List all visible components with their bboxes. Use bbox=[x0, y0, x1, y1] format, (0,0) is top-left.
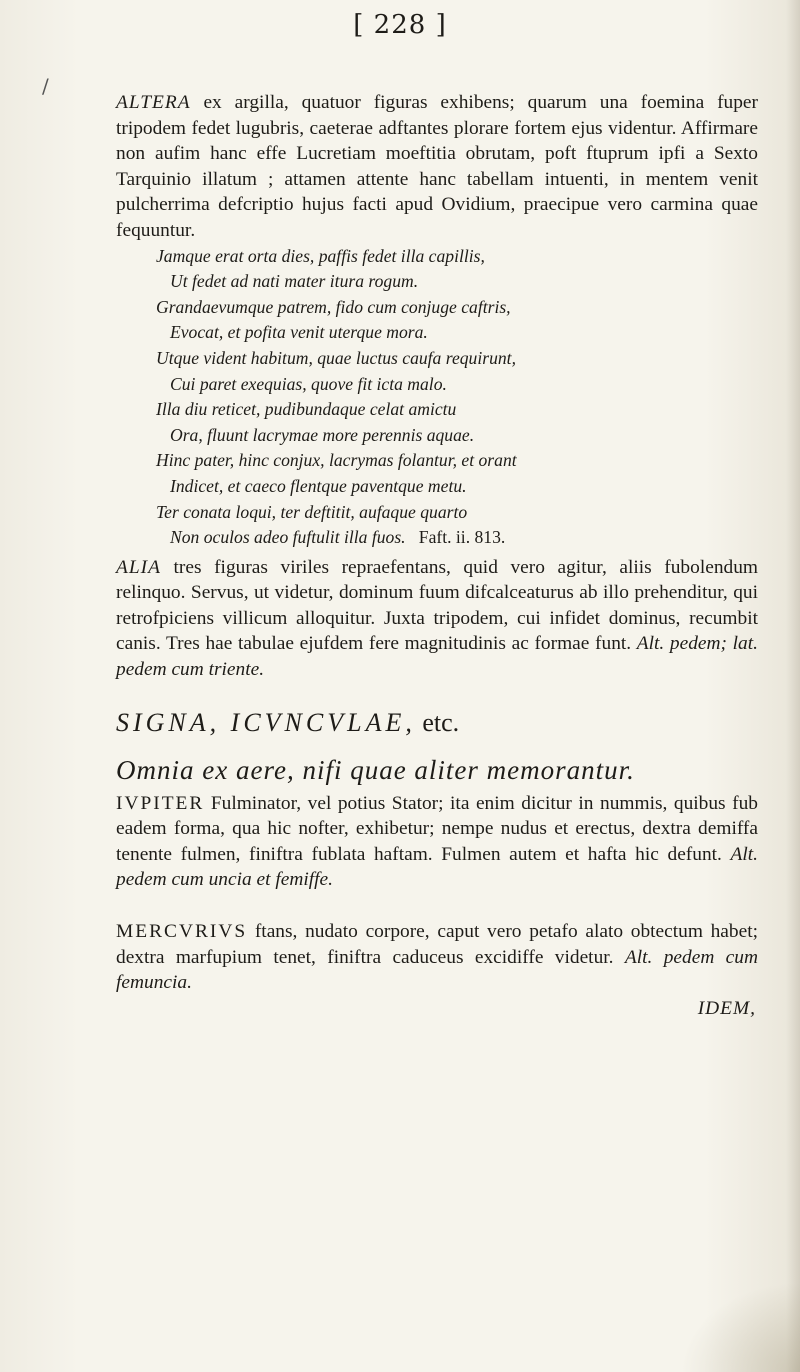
page-edge-shadow bbox=[786, 0, 800, 1372]
paragraph-lead: MERCVRIVS bbox=[116, 921, 248, 943]
paragraph-lead: IVPITER bbox=[116, 792, 205, 814]
paragraph-iupiter bbox=[116, 791, 758, 893]
paragraph-body: ex argilla, quatuor figuras exhibens; quarum una foemina fuper tripodem fedet lugubris, caeterae adftantes plorare fortem ejus videntur. Affirmare non aufim hanc effe Lucretiam moeftitia obrutam, poft ftuprum ipfi a Sexto Tarquinio illatum ; attamen attente hanc tabellam intuenti, in mentem venit pulcherrima defcriptio hujus facti apud Ovidium, praecipue vero carmina quae fequuntur. bbox=[116, 92, 758, 241]
verse-line: Utque vident habitum, quae luctus caufa requirunt, bbox=[156, 347, 516, 368]
paragraph-alia bbox=[116, 555, 758, 683]
section-heading bbox=[116, 707, 758, 739]
paragraph-lead: ALTERA bbox=[116, 92, 191, 113]
catchword: IDEM, bbox=[697, 997, 756, 1019]
paragraph-altera bbox=[116, 90, 758, 244]
section-heading-caps: SIGNA, ICVNCVLAE, bbox=[116, 707, 416, 737]
verse-quotation bbox=[156, 244, 758, 551]
page-stain bbox=[680, 1282, 800, 1372]
verse-line: Ora, fluunt lacrymae more perennis aquae. bbox=[170, 424, 475, 445]
verse-line: Indicet, et caeco flentque paventque metu. bbox=[170, 475, 467, 496]
paragraph-body: Fulminator, vel potius Stator; ita enim dicitur in nummis, quibus fub eadem forma, qua hic nofter, exhibetur; nempe nudus et erectus, dextra demiffa tenente fulmen, finiftra fublata haftam. Fulmen autem et hafta hic defunt. bbox=[116, 792, 758, 865]
section-heading-etc: etc. bbox=[422, 707, 460, 737]
dimensions: Alt. pedem cum femuncia. bbox=[116, 946, 758, 994]
verse-line: Ter conata loqui, ter deftitit, aufaque quarto bbox=[156, 501, 468, 522]
dimensions: Alt. pedem; lat. pedem cum triente. bbox=[116, 633, 758, 681]
paragraph-body: ftans, nudato corpore, caput vero petafo alato obtectum habet; dextra marfupium tenet, finiftra caduceus excidiffe videtur. bbox=[116, 921, 758, 968]
verse-reference: Faft. ii. 813. bbox=[418, 527, 506, 548]
page-number: [ 228 ] bbox=[353, 10, 447, 40]
paragraph-body: tres figuras viriles repraefentans, quid vero agitur, aliis fubolendum relinquo. Servus, ut videtur, dominum fuum difcalceaturus ab illo prehenditur, qui retrofpiciens villicum alloquitur. Juxta tripodem, cui infidet dominus, recumbit canis. Tres hae tabulae ejufdem fere magnitudinis ac formae funt. bbox=[116, 556, 758, 655]
verse-line: Evocat, et pofita venit uterque mora. bbox=[170, 322, 428, 343]
verse-line: Illa diu reticet, pudibundaque celat amictu bbox=[156, 399, 457, 420]
verse-line: Hinc pater, hinc conjux, lacrymas folantur, et orant bbox=[156, 450, 517, 471]
dimensions: Alt. pedem cum uncia et femiffe. bbox=[116, 843, 758, 891]
verse-line: Ut fedet ad nati mater itura rogum. bbox=[170, 271, 419, 292]
paragraph-mercurius bbox=[116, 919, 758, 996]
text-block bbox=[116, 90, 758, 1021]
verse-line: Cui paret exequias, quove fit icta malo. bbox=[170, 373, 447, 394]
section-subheading: Omnia ex aere, nifi quae aliter memorantur. bbox=[116, 754, 635, 785]
verse-line: Jamque erat orta dies, paffis fedet illa capillis, bbox=[156, 245, 485, 266]
paragraph-lead: ALIA bbox=[116, 556, 161, 578]
margin-mark: / bbox=[42, 74, 49, 98]
verse-line: Non oculos adeo fuftulit illa fuos. bbox=[170, 527, 406, 548]
verse-line-last bbox=[156, 525, 758, 551]
verse-line: Grandaevumque patrem, fido cum conjuge caftris, bbox=[156, 296, 511, 317]
